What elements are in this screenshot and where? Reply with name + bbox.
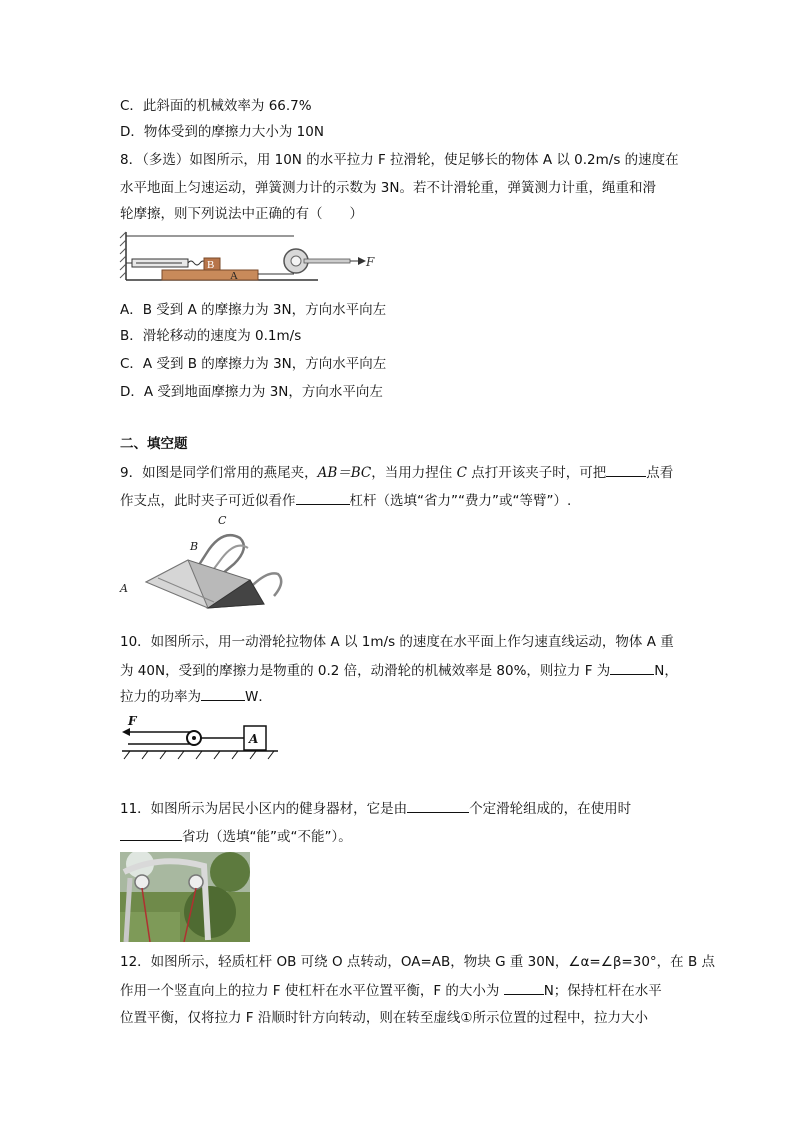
q8-stem-line-2: 水平地面上匀速运动，弹簧测力计的示数为 3N。若不计滑轮重，弹簧测力计重，绳重和滑 xyxy=(120,180,656,196)
q10-text: N， xyxy=(654,663,678,679)
q8-option-c: C．A 受到 B 的摩擦力为 3N，方向水平向左 xyxy=(120,356,387,372)
q10-text: 为 40N，受到的摩擦力是物重的 0.2 倍，动滑轮的机械效率是 80%，则拉力 F 为 xyxy=(120,663,611,679)
q8-stem-line-1: 8．（多选）如图所示，用 10N 的水平拉力 F 拉滑轮，使足够长的物体 A 以 0.2m/s 的速度在 xyxy=(120,152,679,168)
q9-text: 点打开该夹子时，可把 xyxy=(466,465,607,481)
q10-stem-line-2 xyxy=(120,660,678,681)
q11-text: 省功（选填“能”或“不能”）。 xyxy=(182,829,352,845)
q9-binder-clip-figure xyxy=(118,512,290,612)
q11-text: 个定滑轮组成的，在使用时 xyxy=(469,801,632,817)
q9-point-b-label: B xyxy=(190,540,199,553)
q9-text: 作支点，此时夹子可近似看作 xyxy=(120,493,296,509)
q10-force-label: F xyxy=(128,714,137,728)
q11-text: 11．如图所示为居民小区内的健身器材，它是由 xyxy=(120,801,408,817)
q12-stem-line-1: 12．如图所示，轻质杠杆 OB 可绕 O 点转动，OA=AB，物块 G 重 30N，∠α=∠β=30°，在 B 点 xyxy=(120,954,716,970)
q10-block-a-label: A xyxy=(249,732,259,746)
q12-stem-line-2 xyxy=(120,980,662,1001)
q10-stem-line-1: 10．如图所示，用一动滑轮拉物体 A 以 1m/s 的速度在水平面上作匀速直线运动，物体 A 重 xyxy=(120,634,674,650)
q8-block-b-label: B xyxy=(207,259,215,271)
q9-text: 点看 xyxy=(646,465,674,481)
q11-answer-blank-2[interactable] xyxy=(120,826,182,841)
q8-stem-line-3: 轮摩擦，则下列说法中正确的有（ ） xyxy=(120,206,363,222)
q9-text-var: C xyxy=(456,465,467,481)
q11-answer-blank-1[interactable] xyxy=(407,798,469,813)
q7-option-c: C．此斜面的机械效率为 66.7% xyxy=(120,98,312,114)
q12-answer-blank-1[interactable] xyxy=(504,980,544,995)
q10-answer-blank-1[interactable] xyxy=(610,660,654,675)
q10-text: W． xyxy=(245,689,272,705)
q9-answer-blank-2[interactable] xyxy=(296,490,350,505)
q9-stem-line-1 xyxy=(120,462,673,483)
q9-text: ，当用力捏住 xyxy=(371,465,457,481)
q8-pulley-figure xyxy=(118,228,386,284)
q10-moving-pulley-figure xyxy=(118,714,282,764)
q9-text: 杠杆（选填“省力”“费力”或“等臂”）. xyxy=(349,493,572,509)
q12-text: 作用一个竖直向上的拉力 F 使杠杆在水平位置平衡，F 的大小为 xyxy=(120,983,504,999)
section-heading: 二、填空题 xyxy=(120,436,188,452)
q8-block-a-label: A xyxy=(230,270,238,282)
q8-option-b: B．滑轮移动的速度为 0.1m/s xyxy=(120,328,302,344)
q9-point-a-label: A xyxy=(120,582,128,595)
q11-fitness-equipment-photo xyxy=(120,852,250,942)
q10-answer-blank-2[interactable] xyxy=(201,686,245,701)
q11-stem-line-1 xyxy=(120,798,631,819)
q9-stem-line-2 xyxy=(120,490,571,511)
q8-option-d: D．A 受到地面摩擦力为 3N，方向水平向左 xyxy=(120,384,383,400)
q9-text: 9．如图是同学们常用的燕尾夹， xyxy=(120,465,318,481)
q9-text-var: AB＝BC xyxy=(317,465,372,481)
q8-option-a: A．B 受到 A 的摩擦力为 3N，方向水平向左 xyxy=(120,302,387,318)
q10-stem-line-3 xyxy=(120,686,272,707)
q8-force-label: F xyxy=(366,255,375,269)
q10-text: 拉力的功率为 xyxy=(120,689,201,705)
q9-answer-blank-1[interactable] xyxy=(606,462,646,477)
q12-text: N；保持杠杆在水平 xyxy=(543,983,662,999)
q9-point-c-label: C xyxy=(218,514,227,527)
q7-option-d: D．物体受到的摩擦力大小为 10N xyxy=(120,124,324,140)
q12-stem-line-3: 位置平衡，仅将拉力 F 沿顺时针方向转动，则在转至虚线①所示位置的过程中，拉力大小 xyxy=(120,1010,648,1026)
q11-stem-line-2 xyxy=(120,826,352,847)
